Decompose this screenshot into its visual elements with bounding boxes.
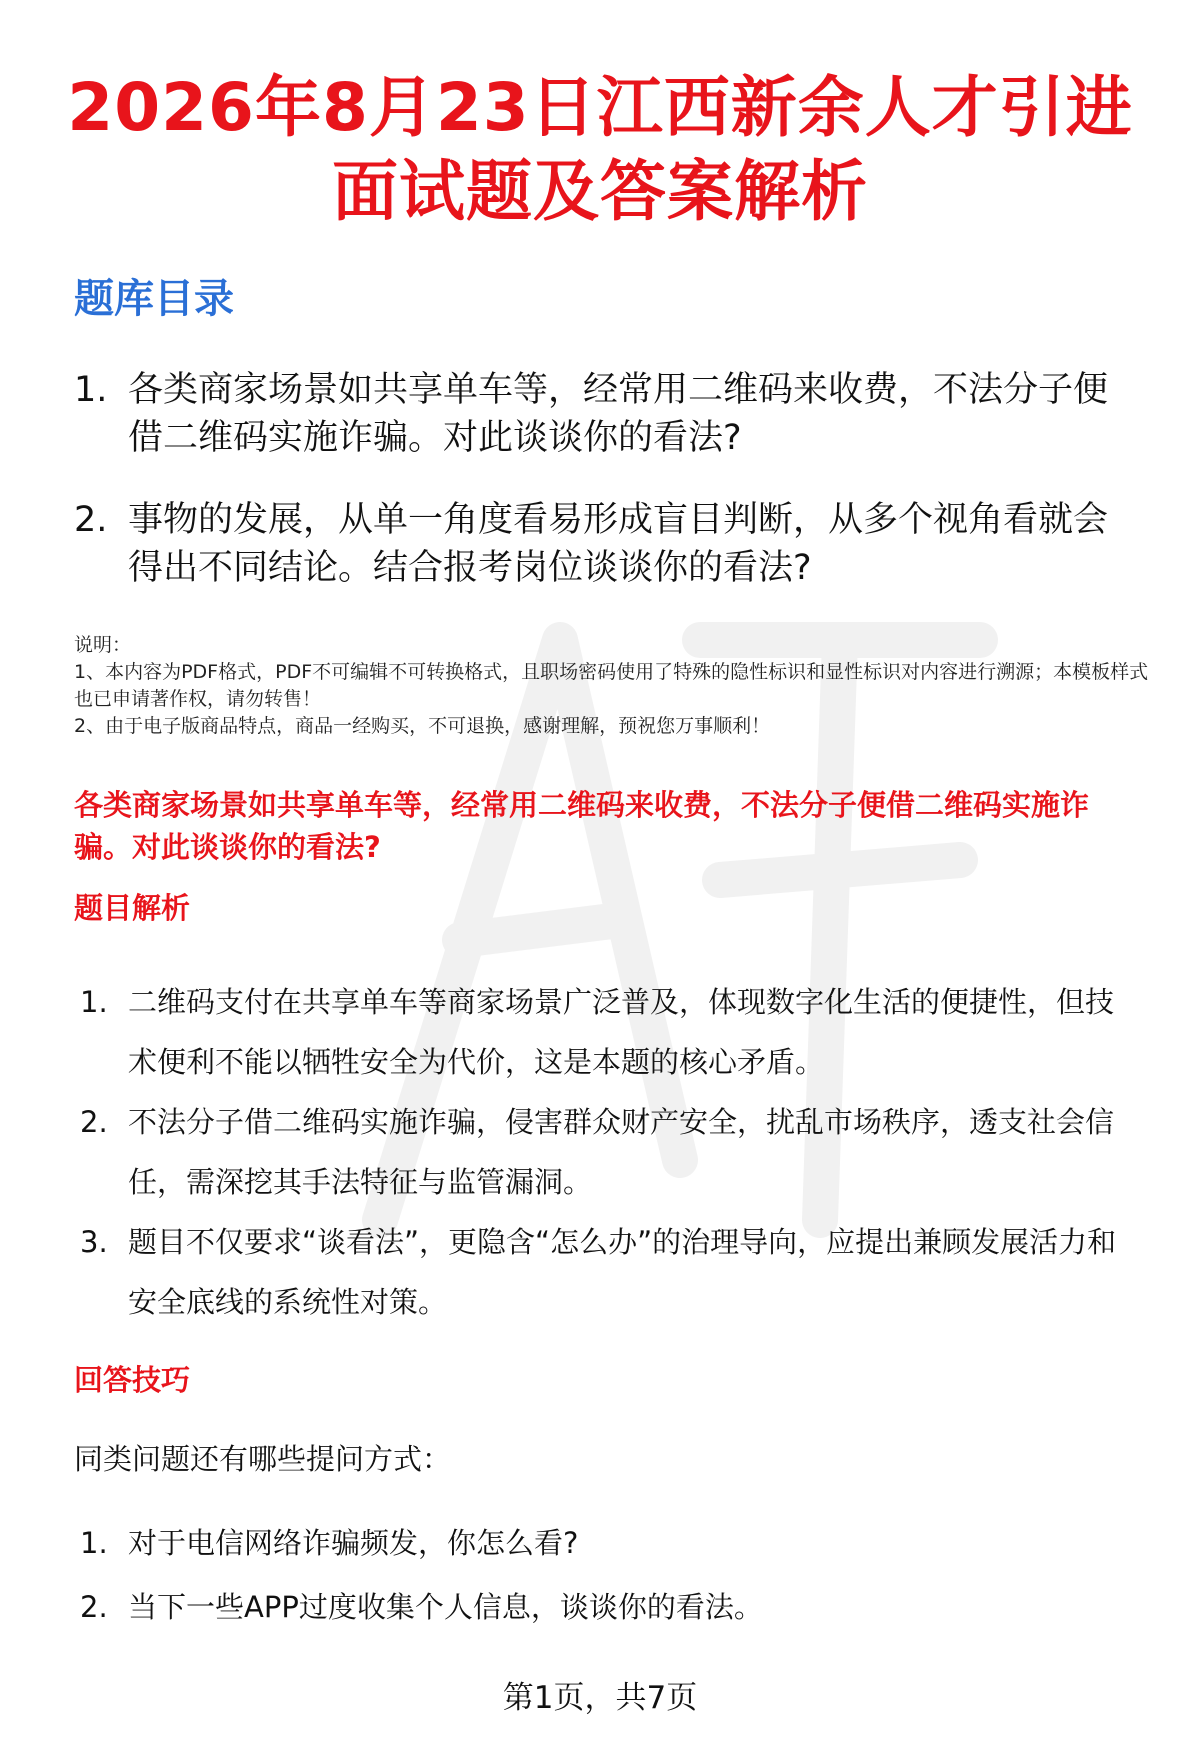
analysis-item-text: 题目不仅要求“谈看法”，更隐含“怎么办”的治理导向，应提出兼顾发展活力和安全底线的系统性对策。 bbox=[128, 1225, 1117, 1319]
toc-item-text: 事物的发展，从单一角度看易形成盲目判断，从多个视角看就会得出不同结论。结合报考岗位谈谈你的看法? bbox=[128, 500, 1109, 588]
tips-item-number: 1. bbox=[80, 1526, 108, 1560]
toc-item[interactable] bbox=[74, 496, 1130, 592]
tips-item bbox=[80, 1586, 1140, 1628]
analysis-item-text: 二维码支付在共享单车等商家场景广泛普及，体现数字化生活的便捷性，但技术便利不能以牺牲安全为代价，这是本题的核心矛盾。 bbox=[128, 985, 1115, 1079]
tips-item-text: 对于电信网络诈骗频发，你怎么看? bbox=[128, 1526, 579, 1560]
toc-item-number: 2. bbox=[74, 500, 108, 540]
notes-line: 1、本内容为PDF格式，PDF不可编辑不可转换格式，且职场密码使用了特殊的隐性标识和显性标识对内容进行溯源；本模板样式也已申请著作权，请勿转售！ bbox=[74, 661, 1149, 710]
tips-list bbox=[80, 1522, 1140, 1650]
notes-label: 说明： bbox=[74, 634, 132, 656]
analysis-item-number: 3. bbox=[80, 1225, 108, 1259]
notes-block bbox=[74, 632, 1150, 740]
analysis-item-number: 1. bbox=[80, 985, 108, 1019]
analysis-item-number: 2. bbox=[80, 1105, 108, 1139]
notes-line: 2、由于电子版商品特点，商品一经购买，不可退换，感谢理解，预祝您万事顺利！ bbox=[74, 715, 771, 737]
tips-item-text: 当下一些APP过度收集个人信息，谈谈你的看法。 bbox=[128, 1590, 763, 1624]
tips-item-number: 2. bbox=[80, 1590, 108, 1624]
analysis-heading: 题目解析 bbox=[74, 891, 191, 925]
question-title: 各类商家场景如共享单车等，经常用二维码来收费，不法分子便借二维码实施诈骗。对此谈谈你的看法? bbox=[74, 788, 1090, 864]
analysis-item bbox=[80, 1092, 1140, 1212]
toc-item[interactable] bbox=[74, 366, 1130, 462]
page-number: 第1页，共7页 bbox=[502, 1680, 698, 1716]
analysis-item-text: 不法分子借二维码实施诈骗，侵害群众财产安全，扰乱市场秩序，透支社会信任，需深挖其手法特征与监管漏洞。 bbox=[128, 1105, 1115, 1199]
toc-item-number: 1. bbox=[74, 370, 108, 410]
page-title: 2026年8月23日江西新余人才引进面试题及答案解析 bbox=[67, 69, 1133, 230]
tips-intro: 同类问题还有哪些提问方式： bbox=[74, 1442, 452, 1476]
toc-list bbox=[74, 366, 1130, 626]
tips-heading: 回答技巧 bbox=[74, 1363, 191, 1397]
analysis-list bbox=[80, 972, 1140, 1332]
tips-item bbox=[80, 1522, 1140, 1564]
analysis-item bbox=[80, 1212, 1140, 1332]
analysis-item bbox=[80, 972, 1140, 1092]
toc-item-text: 各类商家场景如共享单车等，经常用二维码来收费，不法分子便借二维码实施诈骗。对此谈谈你的看法? bbox=[128, 370, 1109, 458]
toc-heading: 题库目录 bbox=[74, 276, 234, 322]
